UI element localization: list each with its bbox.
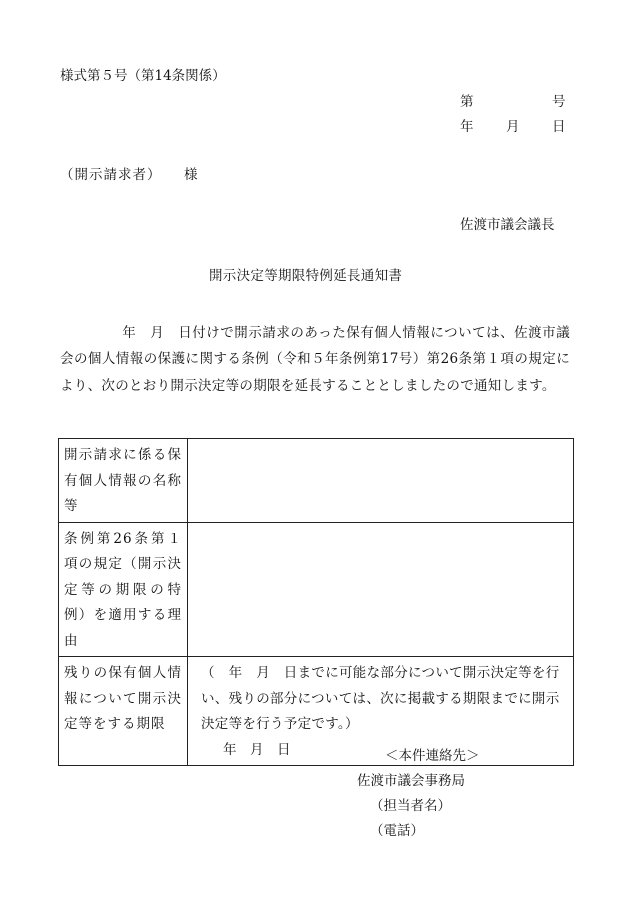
date-day: 日 — [552, 119, 566, 135]
body-paragraph — [60, 320, 570, 399]
row-value — [188, 439, 574, 523]
row-label: 条例第26条第１項の規定（開示決定等の期限の特例）を適用する理由 — [59, 522, 188, 657]
row-value — [188, 522, 574, 657]
notice-table — [58, 438, 574, 766]
date-month: 月 — [506, 119, 520, 135]
number-label: 第 — [460, 94, 474, 110]
body-text: 年 月 日付けで開示請求のあった保有個人情報については、佐渡市議会の個人情報の保護に関する条例（令和５年条例第17号）第26条第１項の規定により、次のとおり開示決定等の期限を延長することとしましたので通知します。 — [60, 325, 570, 394]
contact-phone: （電話） — [370, 823, 424, 839]
row-label: 残りの保有個人情報について開示決定等をする期限 — [59, 657, 188, 766]
row-value — [188, 657, 574, 766]
sender: 佐渡市議会議長 — [460, 217, 555, 233]
addressee-honorific: 様 — [184, 167, 198, 183]
contact-office: 佐渡市議会事務局 — [357, 773, 465, 789]
contact-person: （担当者名） — [370, 798, 451, 814]
deadline-note: （ 年 月 日までに可能な部分について開示決定等を行い、残りの部分については、次に掲載する期限までに開示決定等を行う予定です。） — [201, 665, 560, 732]
row-label: 開示請求に係る保有個人情報の名称等 — [59, 439, 188, 523]
contact-heading: ＜本件連絡先＞ — [385, 748, 480, 764]
table-row — [59, 657, 574, 766]
deadline-date: 年 月 日 — [223, 741, 291, 758]
table-row — [59, 439, 574, 523]
document-title: 開示決定等期限特例延長通知書 — [209, 268, 403, 284]
addressee-name: （開示請求者） — [60, 167, 162, 183]
date-year: 年 — [460, 119, 474, 135]
table-row — [59, 522, 574, 657]
form-id: 様式第５号（第14条関係） — [60, 68, 226, 84]
contact-block — [357, 744, 480, 844]
number-suffix: 号 — [552, 94, 566, 110]
